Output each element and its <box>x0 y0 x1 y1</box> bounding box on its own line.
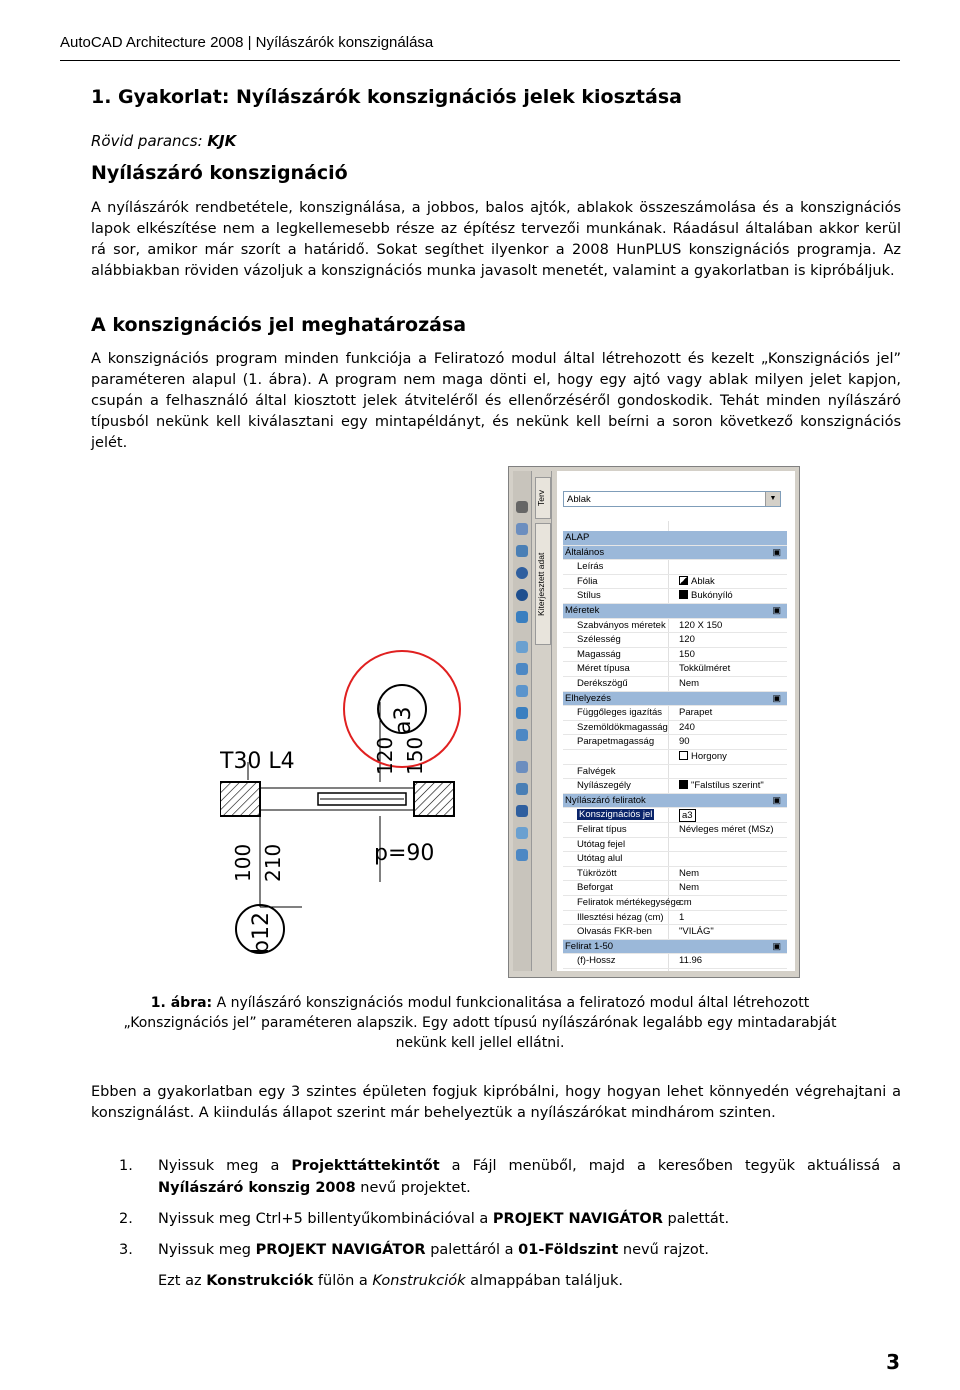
tool-icon[interactable] <box>516 611 528 623</box>
tool-icon[interactable] <box>516 545 528 557</box>
step-note <box>91 1270 901 1294</box>
figure-caption <box>120 993 840 1053</box>
property-key: Falvégek <box>577 765 616 777</box>
property-row[interactable] <box>563 560 787 575</box>
property-key: Olvasás FKR-ben <box>577 926 652 938</box>
category-options-icon[interactable]: ▣ <box>772 546 781 557</box>
property-row[interactable] <box>563 896 787 911</box>
palette-tabs <box>533 471 552 971</box>
property-value[interactable] <box>679 620 722 631</box>
property-value-text: "Falstílus szerint" <box>691 780 764 792</box>
property-value-text: 150 <box>679 648 695 660</box>
header-rule <box>60 60 900 61</box>
section-title: 1. Gyakorlat: Nyílászárók konszignációs jelek kiosztása <box>91 86 682 108</box>
tool-icon[interactable] <box>516 827 528 839</box>
tool-icon[interactable] <box>516 707 528 719</box>
property-value[interactable] <box>679 824 774 835</box>
property-value[interactable] <box>679 736 690 747</box>
caption-text: A nyílászáró konszignációs modul funkcionalitása a feliratozó modul által létrehozott „Konszignációs jel” paraméteren alapszik. Egy adott típusú nyílászárónak legalább egy mintadarabját nekünk kell jellel ellátni. <box>123 995 837 1051</box>
property-value-text: cm <box>679 897 692 908</box>
step-3 <box>91 1239 901 1263</box>
property-key: Feliratok mértékegysége <box>577 897 682 908</box>
property-key: ALAP <box>565 532 590 543</box>
type-label: T30 L4 <box>220 749 295 774</box>
property-value-text: a3 <box>682 810 693 822</box>
height-right: 210 <box>261 843 285 882</box>
property-row[interactable] <box>563 662 787 677</box>
swatch-icon <box>679 751 688 760</box>
tool-icon[interactable] <box>516 849 528 861</box>
property-value[interactable] <box>679 649 695 660</box>
property-value-text: Ablak <box>691 575 715 587</box>
width-lower: 150 <box>403 736 427 775</box>
step-text: Nyissuk meg Ctrl+5 billentyűkombinációval a PROJEKT NAVIGÁTOR palettát. <box>158 1211 730 1227</box>
property-key: Beforgat <box>577 882 613 894</box>
property-key: Méretek <box>565 605 600 616</box>
tab-terv[interactable]: Terv <box>535 477 551 519</box>
property-key: Függőleges igazítás <box>577 707 663 719</box>
property-category[interactable] <box>563 692 787 707</box>
property-row[interactable] <box>563 954 787 969</box>
step-2 <box>91 1208 901 1232</box>
step-note-text: Ezt az Konstrukciók fülön a Konstrukciók almappában találjuk. <box>158 1273 624 1289</box>
property-key: Nyílászegély <box>577 780 631 792</box>
property-value[interactable] <box>679 780 764 791</box>
tool-icon[interactable] <box>516 685 528 697</box>
tool-icon[interactable] <box>516 567 528 579</box>
heading-konszignacios-jel: A konszignációs jel meghatározása <box>91 314 467 336</box>
swatch-icon <box>679 590 688 599</box>
property-key: Tükrözött <box>577 867 617 879</box>
property-key: Általános <box>565 546 605 558</box>
property-row[interactable] <box>563 823 787 838</box>
height-left: 100 <box>231 843 255 882</box>
property-value[interactable] <box>679 576 715 587</box>
property-value[interactable] <box>679 722 695 733</box>
tool-icon[interactable] <box>516 523 528 535</box>
mark-bottom: b12 <box>249 912 274 954</box>
property-row[interactable] <box>563 911 787 926</box>
tool-icon[interactable] <box>516 729 528 741</box>
property-category[interactable] <box>563 531 787 546</box>
property-value[interactable] <box>679 707 712 718</box>
definition-paragraph: A konszignációs program minden funkciója a Feliratozó modul által létrehozott és kezelt „Konszignációs jel” paraméteren alapul (1. ábra). A program nem maga dönti el, hogy egy ajtó vagy ablak milyen jelet kapjon, csupán a felhasználó által kiosztott jelek átviteléről és ellenőrzéséről gondoskodik. Tehát minden nyílászáró típusból nekünk kell kiválasztani egy mintapéldányt, és nekünk kell beírni a soron következő konszignációs jelét. <box>91 351 901 451</box>
step-number: 2. <box>119 1211 133 1227</box>
property-key: Szemöldökmagasság <box>577 721 668 733</box>
property-row[interactable] <box>563 750 787 765</box>
property-value-text: Parapet <box>679 707 713 719</box>
object-type-value: Ablak <box>567 494 591 505</box>
step-number: 3. <box>119 1242 133 1258</box>
property-key: (f)-Hossz <box>577 955 616 967</box>
property-key: Szabványos méretek <box>577 619 666 631</box>
property-value[interactable] <box>679 868 699 879</box>
property-key: Szélesség <box>577 634 621 646</box>
property-category[interactable] <box>563 546 787 561</box>
tool-icon[interactable] <box>516 641 528 653</box>
short-command-label: Rövid parancs: <box>91 132 203 150</box>
property-value-text: Bukónyíló <box>691 590 733 602</box>
wall-right <box>414 782 454 816</box>
property-row[interactable] <box>563 677 787 692</box>
property-row[interactable] <box>563 867 787 882</box>
property-value-text: Névleges méret (MSz) <box>679 824 774 835</box>
property-value[interactable] <box>679 912 684 923</box>
category-options-icon[interactable]: ▣ <box>772 692 781 703</box>
property-key: Nyílászáró feliratok <box>565 794 646 806</box>
object-type-select[interactable] <box>563 491 781 507</box>
property-key: Felirat típus <box>577 824 627 835</box>
property-key: Fólia <box>577 575 598 587</box>
swatch-icon <box>679 576 688 585</box>
property-value-text: 1 <box>679 911 685 923</box>
property-row[interactable] <box>563 575 787 590</box>
property-row[interactable] <box>563 619 787 634</box>
category-options-icon[interactable]: ▣ <box>772 605 781 615</box>
property-value-text: 90 <box>679 736 690 748</box>
palette-toolbar <box>513 471 532 971</box>
property-key: Felirat 1-50 <box>565 940 614 952</box>
konszignacios-jel-input[interactable] <box>679 809 696 822</box>
property-row[interactable] <box>563 633 787 648</box>
property-value-text: 240 <box>679 721 695 733</box>
property-value-text: Nem <box>679 882 700 894</box>
chevron-down-icon[interactable]: ▼ <box>765 492 780 506</box>
property-value[interactable] <box>679 751 727 762</box>
property-row[interactable] <box>563 925 787 940</box>
property-row[interactable] <box>563 735 787 750</box>
property-key: Leírás <box>577 561 604 573</box>
tool-icon[interactable] <box>516 501 528 513</box>
property-key: Magasság <box>577 648 621 660</box>
mark-top: a3 <box>391 706 416 734</box>
step-number: 1. <box>119 1158 133 1174</box>
property-key: Méret típusa <box>577 663 630 675</box>
caption-label: 1. ábra: <box>150 995 213 1011</box>
short-command-value: KJK <box>207 132 237 150</box>
property-value[interactable] <box>679 955 702 966</box>
parapet-label: p=90 <box>374 841 435 866</box>
category-options-icon[interactable]: ▣ <box>772 794 781 805</box>
running-header: AutoCAD Architecture 2008 | Nyílászárók konszignálása <box>60 34 434 51</box>
property-key: Utótag fejel <box>577 838 626 850</box>
property-category[interactable] <box>563 940 787 955</box>
width-upper: 120 <box>373 736 397 775</box>
property-row[interactable] <box>563 589 787 604</box>
property-value-text: "VILÁG" <box>679 926 714 938</box>
property-row[interactable] <box>563 765 787 780</box>
property-row[interactable] <box>563 648 787 663</box>
tab-kiterjesztett-adat[interactable]: Kiterjesztett adat <box>535 523 551 645</box>
property-row[interactable] <box>563 881 787 896</box>
property-key: Konszignációs jel <box>579 809 653 821</box>
wall-left <box>220 782 260 816</box>
property-value[interactable] <box>679 678 699 689</box>
exercise-paragraph: Ebben a gyakorlatban egy 3 szintes épületen fogjuk kipróbálni, hogy hogyan lehet könnyedén végrehajtani a konszignálást. A kiindulás állapot szerint már behelyeztük a nyílászárókat mindhárom szinten. <box>91 1084 901 1121</box>
property-value-text: 120 <box>679 634 695 646</box>
property-value-text: Tokkülméret <box>679 663 731 675</box>
page-number: 3 <box>886 1350 900 1374</box>
property-row[interactable] <box>563 721 787 736</box>
property-key: Parapetmagasság <box>577 736 655 748</box>
property-key: Elhelyezés <box>565 692 611 704</box>
window-drawing <box>220 462 510 982</box>
property-row[interactable] <box>563 838 787 853</box>
tool-icon[interactable] <box>516 663 528 675</box>
property-value-text: Horgony <box>691 751 727 762</box>
tool-icon[interactable] <box>516 589 528 601</box>
property-value[interactable] <box>679 590 733 601</box>
short-command <box>91 132 236 150</box>
property-value[interactable] <box>679 663 730 674</box>
category-options-icon[interactable]: ▣ <box>772 940 781 951</box>
property-key: Stílus <box>577 590 601 602</box>
property-value[interactable] <box>679 926 714 937</box>
property-key: Illesztési hézag (cm) <box>577 911 664 923</box>
property-category[interactable] <box>563 794 787 809</box>
property-key: Utótag alul <box>577 853 623 865</box>
tool-icon[interactable] <box>516 805 528 817</box>
property-row[interactable] <box>563 808 787 823</box>
property-key: Derékszögű <box>577 678 628 689</box>
property-row[interactable] <box>563 706 787 721</box>
tool-icon[interactable] <box>516 761 528 773</box>
tool-icon[interactable] <box>516 783 528 795</box>
step-text: Nyissuk meg a Projekttáttekintőt a Fájl menüből, majd a keresőben tegyük aktuálissá a Nyílászáró konszig 2008 nevű projektet. <box>158 1158 901 1196</box>
property-grid <box>557 471 795 971</box>
property-value-text: Nem <box>679 678 700 689</box>
property-row[interactable] <box>563 779 787 794</box>
step-text: Nyissuk meg PROJEKT NAVIGÁTOR palettáról a 01-Földszint nevű rajzot. <box>158 1242 710 1258</box>
property-value[interactable] <box>679 897 692 908</box>
property-value[interactable] <box>679 882 699 893</box>
step-1 <box>91 1155 901 1201</box>
subsection-title: Nyílászáró konszignáció <box>91 162 348 184</box>
property-category[interactable] <box>563 604 787 619</box>
properties-palette <box>508 466 800 978</box>
intro-paragraph: A nyílászárók rendbetétele, konszignálása, a jobbos, balos ajtók, ablakok összeszámolása és a konszignációs lapok elkészítése nem a legkellemesebb része az építész tervezői munkának. Ráadásul általában akkor kerül rá sor, amikor már szorít a határidő. Sokat segíthet ilyenkor a 2008 HunPLUS konszignációs programja. Az alábbiakban röviden vázoljuk a konszignációs munka javasolt menetét, valamint a gyakorlatban is kipróbáljuk. <box>91 200 901 279</box>
property-value-text: 11.96 <box>679 955 703 967</box>
property-value-text: 120 X 150 <box>679 619 723 631</box>
property-value[interactable] <box>679 634 695 645</box>
property-row[interactable] <box>563 852 787 867</box>
property-value-text: Nem <box>679 867 700 879</box>
swatch-icon <box>679 780 688 789</box>
figure-1 <box>220 462 800 982</box>
